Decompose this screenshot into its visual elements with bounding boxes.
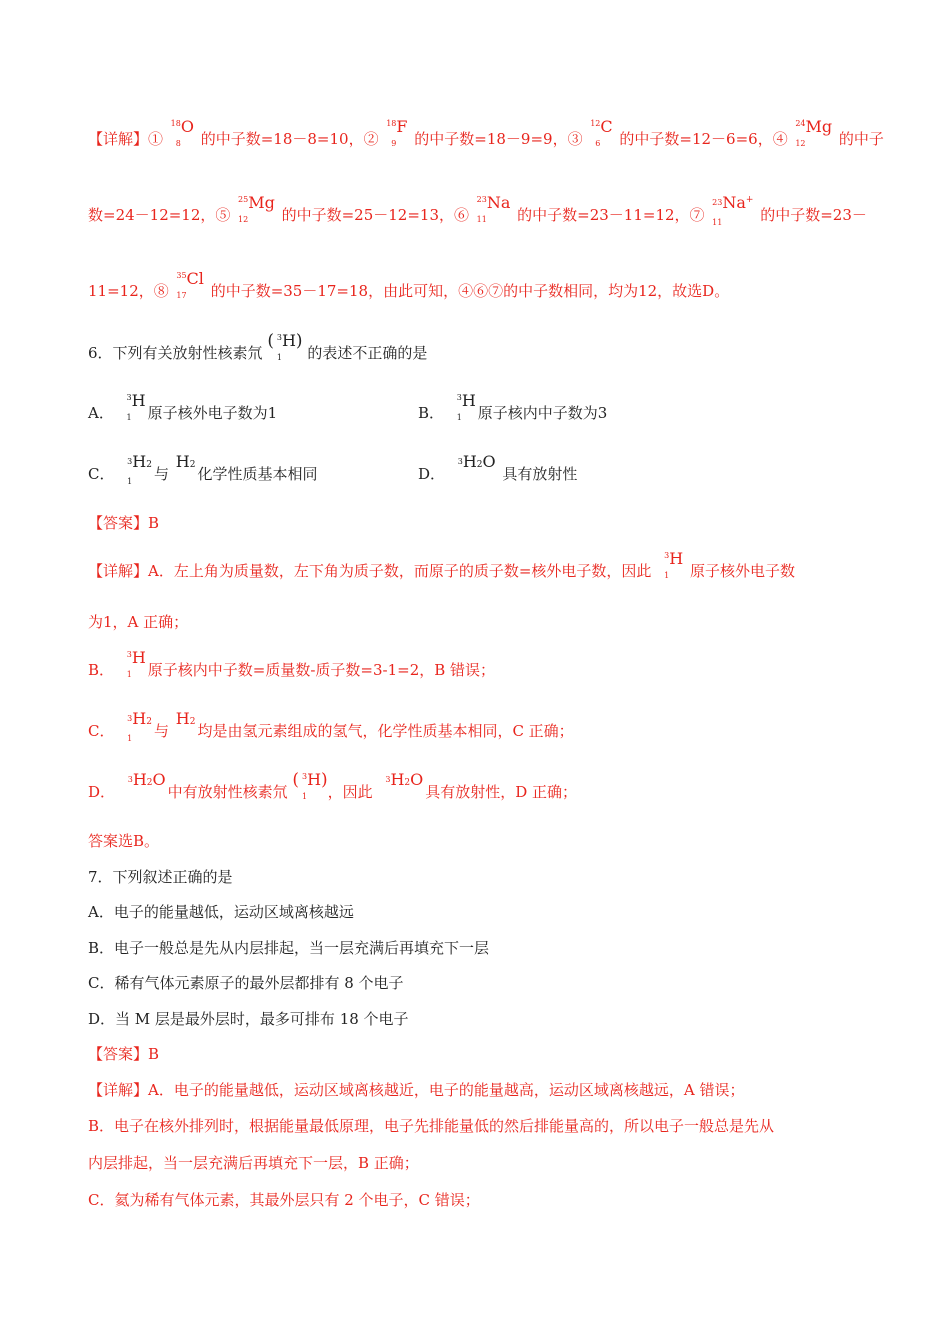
text: 的中子数=35－17=18，由此可知，④⑥⑦的中子数相同，均为12，故选D。	[210, 282, 730, 300]
item-number: ④	[772, 130, 788, 148]
q5-detail-line-1	[88, 117, 884, 150]
q7-detail-b-cont: 内层排起，当一层充满后再填充下一层，B 正确；	[88, 1154, 419, 1172]
text: 的中子数=12－6=6，	[619, 130, 773, 148]
isotope-h3: 3 1 H	[301, 770, 322, 801]
q6-option-c: C． 3 1 H2 与 H2 化学性质基本相同	[88, 452, 318, 486]
text: 6．下列有关放射性核素氘	[88, 344, 263, 362]
q5-detail-line-3	[88, 269, 730, 302]
q7-option-c: C．稀有气体元素原子的最外层都排有 8 个电子	[88, 974, 404, 992]
q7-detail-a: 【详解】A．电子的能量越低，运动区域离核越近，电子的能量越高，运动区域离核越远，A 错误；	[88, 1081, 745, 1099]
item-number: ①	[148, 130, 164, 148]
q7-detail-b: B．电子在核外排列时，根据能量最低原理，电子先排能量低的然后排能量高的，所以电子一般总是先从	[88, 1117, 775, 1135]
q7-option-b: B．电子一般总是先从内层排起，当一层充满后再填充下一层	[88, 939, 490, 957]
q7-option-a: A．电子的能量越低，运动区域离核越远	[88, 903, 354, 921]
molecule-t2: 3 1 H2	[127, 709, 152, 743]
q7-detail-c: C．氦为稀有气体元素，其最外层只有 2 个电子，C 错误；	[88, 1191, 480, 1209]
item-number: ⑤	[215, 206, 231, 224]
isotope-h3: 3 1 H	[664, 549, 684, 580]
isotope-h3: 3 1 H	[456, 391, 476, 422]
q6-detail-b: B． 3 1 H原子核内中子数=质量数-质子数=3-1=2，B 错误；	[88, 648, 496, 679]
q6-final: 答案选B。	[88, 832, 160, 850]
q7-option-d: D．当 M 层是最外层时，最多可排布 18 个电子	[88, 1010, 409, 1028]
isotope-f18: 18 9 F	[386, 117, 408, 148]
molecule-t2: 3 1 H2	[127, 452, 152, 486]
molecule-t2o: 3 H2O	[457, 452, 496, 471]
ion-na23-plus: 23 11 Na+	[712, 193, 754, 227]
text: 的中子数=25－12=13，	[281, 206, 455, 224]
q6-detail-c: C． 3 1 H2 与 H2 均是由氢元素组成的氢气，化学性质基本相同，C 正确；	[88, 709, 574, 743]
text: 11=12，	[88, 282, 154, 300]
text: 的中子数=23－11=12，	[517, 206, 690, 224]
text: 的中子	[838, 130, 884, 148]
isotope-na23: 23 11 Na	[476, 193, 511, 224]
isotope-h3: 3 1 H	[126, 648, 146, 679]
detail-tag: 【详解】	[88, 130, 149, 148]
isotope-mg24: 24 12 Mg	[795, 117, 833, 148]
q6-detail-d: D． 3 H2O中有放射性核素氘 ( 3 1 H)，因此 3 H2O具有放射性，D 正确；	[88, 781, 577, 806]
isotope-h3: 3 1 H	[126, 391, 146, 422]
molecule-h2: H2	[175, 709, 196, 728]
item-number: ⑦	[689, 206, 705, 224]
item-number: ⑥	[454, 206, 470, 224]
isotope-o18: 18 8 O	[170, 117, 194, 148]
q6-detail-a: 【详解】A．左上角为质量数，左下角为质子数，而原子的质子数=核外电子数，因此 3 1 H 原子核外电子数	[88, 549, 795, 580]
q7-stem: 7．下列叙述正确的是	[88, 868, 233, 886]
q7-answer: 【答案】B	[88, 1045, 160, 1063]
q5-detail-line-2	[88, 193, 867, 229]
q6-option-d: D． 3 H2O 具有放射性	[418, 463, 577, 488]
isotope-mg25: 25 12 Mg	[238, 193, 275, 224]
isotope-h3: 3 1 H	[276, 331, 296, 362]
isotope-c12: 12 6 C	[590, 117, 613, 148]
q6-option-a: A． 3 1 H原子核外电子数为1	[88, 391, 278, 422]
isotope-cl35: 35 17 Cl	[176, 269, 204, 300]
q6-stem: 6．下列有关放射性核素氘 ( 3 1 H) 的表述不正确的是	[88, 331, 428, 362]
text: 数=24－12=12，	[88, 206, 216, 224]
text: 的中子数=18－8=10，	[200, 130, 364, 148]
item-number: ③	[567, 130, 583, 148]
molecule-h2: H2	[175, 452, 196, 471]
text: 的表述不正确的是	[307, 344, 428, 362]
q6-detail-a-cont: 为1，A 正确；	[88, 613, 189, 631]
q6-option-b: B． 3 1 H原子核内中子数为3	[418, 391, 608, 422]
molecule-t2o: 3 H2O	[385, 770, 424, 789]
item-number: ②	[363, 130, 379, 148]
item-number: ⑧	[153, 282, 169, 300]
molecule-t2o: 3 H2O	[127, 770, 166, 789]
text: 的中子数=18－9=9，	[414, 130, 568, 148]
text: 的中子数=23－	[760, 206, 867, 224]
q6-answer: 【答案】B	[88, 514, 160, 532]
